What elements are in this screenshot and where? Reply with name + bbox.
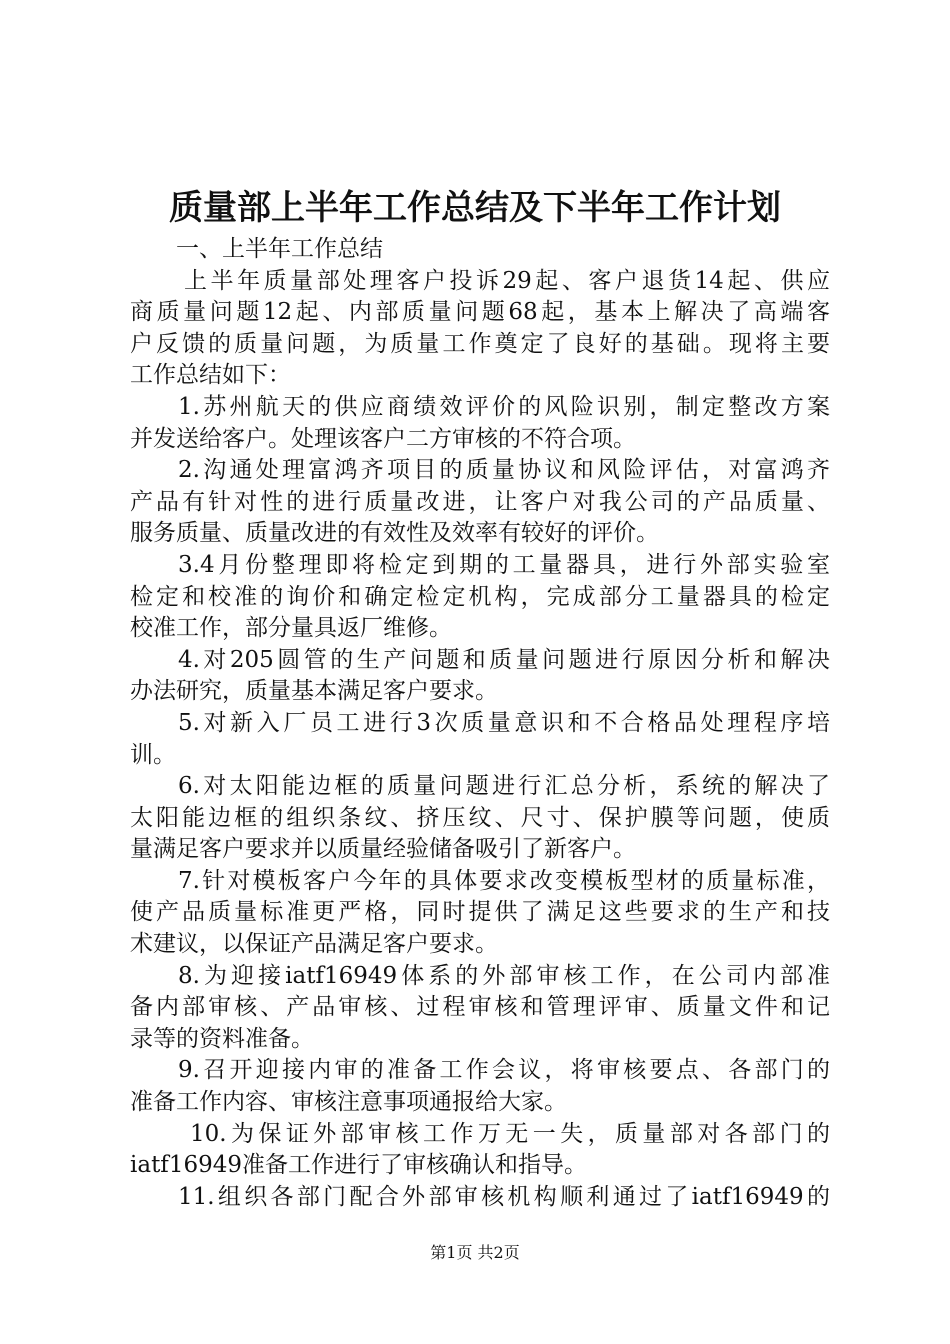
list-item-line: 产品有针对性的进行质量改进，让客户对我公司的产品质量、 [130, 488, 830, 515]
list-item-line: 11.组织各部门配合外部审核机构顺利通过了iatf16949的 [178, 1183, 830, 1210]
paragraph-line: 户反馈的质量问题，为质量工作奠定了良好的基础。现将主要 [130, 330, 830, 357]
list-item-line: 办法研究，质量基本满足客户要求。 [130, 678, 498, 705]
list-item-line: 量满足客户要求并以质量经验储备吸引了新客户。 [130, 836, 636, 863]
list-item-line: 7.针对模板客户今年的具体要求改变模板型材的质量标准， [178, 867, 830, 894]
list-item-line: 太阳能边框的组织条纹、挤压纹、尺寸、保护膜等问题，使质 [130, 804, 830, 831]
list-item-line: 使产品质量标准更严格，同时提供了满足这些要求的生产和技 [130, 899, 830, 926]
list-item-line: 5.对新入厂员工进行3次质量意识和不合格品处理程序培 [178, 709, 830, 736]
list-item-line: 3.4月份整理即将检定到期的工量器具，进行外部实验室 [178, 551, 830, 578]
page-indicator: 第1页 共2页 [430, 1243, 520, 1262]
list-item-line: 校准工作，部分量具返厂维修。 [130, 615, 452, 642]
list-item-line: 训。 [130, 741, 176, 768]
list-item-line: 9.召开迎接内审的准备工作会议，将审核要点、各部门的 [178, 1057, 830, 1084]
paragraph-line: 工作总结如下： [130, 362, 291, 389]
list-item-line: 4.对205圆管的生产问题和质量问题进行原因分析和解决 [178, 646, 830, 673]
document-body [130, 234, 830, 1213]
list-item-line: 8.为迎接iatf16949体系的外部审核工作，在公司内部准 [178, 962, 830, 989]
paragraph-line: 上半年质量部处理客户投诉29起、客户退货14起、供应 [184, 267, 830, 294]
list-item-line: 并发送给客户。处理该客户二方审核的不符合项。 [130, 425, 636, 452]
list-item-line: 录等的资料准备。 [130, 1025, 314, 1052]
list-item-line: 检定和校准的询价和确定检定机构，完成部分工量器具的检定 [130, 583, 830, 610]
list-item-line: 备内部审核、产品审核、过程审核和管理评审、质量文件和记 [130, 994, 830, 1021]
list-item-line: 术建议，以保证产品满足客户要求。 [130, 931, 498, 958]
list-item-line: 服务质量、质量改进的有效性及效率有较好的评价。 [130, 520, 659, 547]
list-item-line: 准备工作内容、审核注意事项通报给大家。 [130, 1089, 567, 1116]
section-heading: 一、上半年工作总结 [176, 236, 383, 262]
list-item-line: 10.为保证外部审核工作万无一失，质量部对各部门的 [190, 1120, 830, 1147]
list-item-line: 6.对太阳能边框的质量问题进行汇总分析，系统的解决了 [178, 773, 830, 800]
document-title: 质量部上半年工作总结及下半年工作计划 [169, 188, 781, 228]
paragraph-line: 商质量问题12起、内部质量问题68起，基本上解决了高端客 [130, 299, 830, 326]
list-item-line: iatf16949准备工作进行了审核确认和指导。 [130, 1152, 587, 1179]
list-item-line: 1.苏州航天的供应商绩效评价的风险识别，制定整改方案 [178, 393, 830, 420]
list-item-line: 2.沟通处理富鸿齐项目的质量协议和风险评估，对富鸿齐 [178, 457, 830, 484]
